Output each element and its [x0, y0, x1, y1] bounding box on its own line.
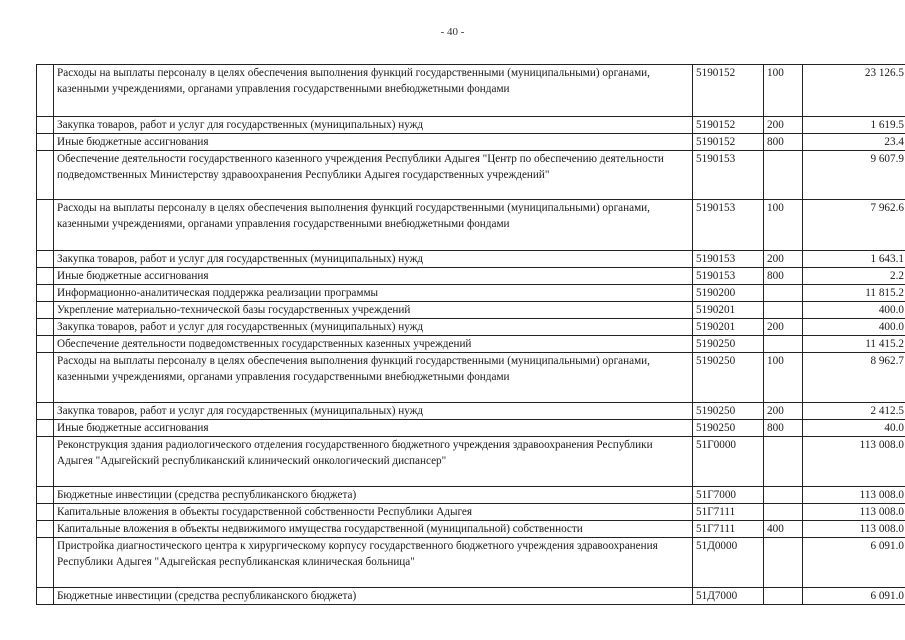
article-name-cell: Закупка товаров, работ и услуг для государственных (муниципальных) нужд — [54, 251, 693, 268]
blank-cell — [37, 504, 54, 521]
expense-type-cell: 100 — [764, 353, 803, 403]
amount-cell: 2 412.5 — [803, 403, 905, 420]
blank-cell — [37, 521, 54, 538]
table-row — [37, 487, 905, 504]
target-code-cell: 5190152 — [693, 117, 764, 134]
target-code-cell: 5190250 — [693, 420, 764, 437]
amount-cell: 23.4 — [803, 134, 905, 151]
table-row — [37, 504, 905, 521]
budget-table — [36, 64, 905, 605]
table-row — [37, 353, 905, 403]
expense-type-cell — [764, 487, 803, 504]
table-row — [37, 251, 905, 268]
target-code-cell: 5190200 — [693, 285, 764, 302]
target-code-cell: 5190250 — [693, 336, 764, 353]
amount-cell: 40.0 — [803, 420, 905, 437]
target-code-cell: 5190153 — [693, 251, 764, 268]
expense-type-cell: 800 — [764, 420, 803, 437]
table-row — [37, 268, 905, 285]
blank-cell — [37, 420, 54, 437]
article-name-cell: Обеспечение деятельности государственного казенного учреждения Республики Адыгея "Центр по обеспечению деятельности подведомственных Министерству здравоохранения Республики Адыгея государственных учреждений" — [54, 151, 693, 200]
blank-cell — [37, 487, 54, 504]
amount-cell: 1 643.1 — [803, 251, 905, 268]
expense-type-cell: 200 — [764, 403, 803, 420]
blank-cell — [37, 251, 54, 268]
table-row — [37, 285, 905, 302]
article-name-cell: Информационно-аналитическая поддержка реализации программы — [54, 285, 693, 302]
expense-type-cell — [764, 588, 803, 605]
table-row — [37, 521, 905, 538]
target-code-cell: 51Г0000 — [693, 437, 764, 487]
amount-cell: 113 008.0 — [803, 504, 905, 521]
expense-type-cell: 400 — [764, 521, 803, 538]
target-code-cell: 51Г7111 — [693, 504, 764, 521]
target-code-cell: 5190201 — [693, 319, 764, 336]
target-code-cell: 5190153 — [693, 151, 764, 200]
expense-type-cell: 200 — [764, 251, 803, 268]
expense-type-cell — [764, 538, 803, 588]
blank-cell — [37, 268, 54, 285]
blank-cell — [37, 336, 54, 353]
amount-cell: 7 962.6 — [803, 200, 905, 251]
target-code-cell: 51Д7000 — [693, 588, 764, 605]
target-code-cell: 51Г7111 — [693, 521, 764, 538]
blank-cell — [37, 151, 54, 200]
article-name-cell: Укрепление материально-технической базы государственных учреждений — [54, 302, 693, 319]
amount-cell: 6 091.0 — [803, 538, 905, 588]
table-row — [37, 151, 905, 200]
target-code-cell: 5190153 — [693, 268, 764, 285]
article-name-cell: Иные бюджетные ассигнования — [54, 268, 693, 285]
expense-type-cell: 800 — [764, 268, 803, 285]
expense-type-cell — [764, 336, 803, 353]
article-name-cell: Бюджетные инвестиции (средства республиканского бюджета) — [54, 588, 693, 605]
article-name-cell: Пристройка диагностического центра к хирургическому корпусу государственного бюджетного учреждения здравоохранения Республики Адыгея "Адыгейская республиканская клиническая больница" — [54, 538, 693, 588]
blank-cell — [37, 117, 54, 134]
expense-type-cell: 100 — [764, 200, 803, 251]
blank-cell — [37, 588, 54, 605]
blank-cell — [37, 134, 54, 151]
amount-cell: 113 008.0 — [803, 521, 905, 538]
blank-cell — [37, 200, 54, 251]
article-name-cell: Иные бюджетные ассигнования — [54, 420, 693, 437]
target-code-cell: 5190250 — [693, 403, 764, 420]
amount-cell: 11 415.2 — [803, 336, 905, 353]
blank-cell — [37, 319, 54, 336]
amount-cell: 400.0 — [803, 302, 905, 319]
table-row — [37, 134, 905, 151]
target-code-cell: 5190250 — [693, 353, 764, 403]
expense-type-cell: 200 — [764, 319, 803, 336]
expense-type-cell: 800 — [764, 134, 803, 151]
target-code-cell: 5190201 — [693, 302, 764, 319]
table-row — [37, 588, 905, 605]
article-name-cell: Закупка товаров, работ и услуг для государственных (муниципальных) нужд — [54, 117, 693, 134]
blank-cell — [37, 538, 54, 588]
blank-cell — [37, 437, 54, 487]
page-number: - 40 - — [440, 26, 465, 38]
target-code-cell: 51Д0000 — [693, 538, 764, 588]
table-row — [37, 65, 905, 117]
expense-type-cell — [764, 504, 803, 521]
article-name-cell: Реконструкция здания радиологического отделения государственного бюджетного учреждения здравоохранения Республики Адыгея "Адыгейский республиканский клинический онкологический диспансер" — [54, 437, 693, 487]
table-row — [37, 403, 905, 420]
article-name-cell: Закупка товаров, работ и услуг для государственных (муниципальных) нужд — [54, 403, 693, 420]
expense-type-cell: 200 — [764, 117, 803, 134]
expense-type-cell — [764, 302, 803, 319]
table-row — [37, 336, 905, 353]
article-name-cell: Бюджетные инвестиции (средства республиканского бюджета) — [54, 487, 693, 504]
amount-cell: 113 008.0 — [803, 437, 905, 487]
amount-cell: 113 008.0 — [803, 487, 905, 504]
article-name-cell: Иные бюджетные ассигнования — [54, 134, 693, 151]
target-code-cell: 5190152 — [693, 65, 764, 117]
table-row — [37, 319, 905, 336]
article-name-cell: Расходы на выплаты персоналу в целях обеспечения выполнения функций государственными (муниципальными) органами, казенными учреждениями, органами управления государственными внебюджетными фондами — [54, 200, 693, 251]
article-name-cell: Закупка товаров, работ и услуг для государственных (муниципальных) нужд — [54, 319, 693, 336]
article-name-cell: Расходы на выплаты персоналу в целях обеспечения выполнения функций государственными (муниципальными) органами, казенными учреждениями, органами управления государственными внебюджетными фондами — [54, 353, 693, 403]
table-row — [37, 117, 905, 134]
expense-type-cell — [764, 437, 803, 487]
amount-cell: 9 607.9 — [803, 151, 905, 200]
expense-type-cell: 100 — [764, 65, 803, 117]
target-code-cell: 5190153 — [693, 200, 764, 251]
amount-cell: 400.0 — [803, 319, 905, 336]
amount-cell: 2.2 — [803, 268, 905, 285]
blank-cell — [37, 285, 54, 302]
target-code-cell: 5190152 — [693, 134, 764, 151]
article-name-cell: Капитальные вложения в объекты недвижимого имущества государственной (муниципальной) собственности — [54, 521, 693, 538]
amount-cell: 6 091.0 — [803, 588, 905, 605]
article-name-cell: Обеспечение деятельности подведомственных государственных казенных учреждений — [54, 336, 693, 353]
blank-cell — [37, 302, 54, 319]
budget-table-body — [37, 65, 905, 605]
expense-type-cell — [764, 285, 803, 302]
table-row — [37, 200, 905, 251]
table-row — [37, 420, 905, 437]
amount-cell: 8 962.7 — [803, 353, 905, 403]
blank-cell — [37, 403, 54, 420]
expense-type-cell — [764, 151, 803, 200]
table-row — [37, 302, 905, 319]
article-name-cell: Расходы на выплаты персоналу в целях обеспечения выполнения функций государственными (муниципальными) органами, казенными учреждениями, органами управления государственными внебюджетными фондами — [54, 65, 693, 117]
table-row — [37, 437, 905, 487]
amount-cell: 11 815.2 — [803, 285, 905, 302]
blank-cell — [37, 353, 54, 403]
amount-cell: 1 619.5 — [803, 117, 905, 134]
blank-cell — [37, 65, 54, 117]
table-row — [37, 538, 905, 588]
article-name-cell: Капитальные вложения в объекты государственной собственности Республики Адыгея — [54, 504, 693, 521]
target-code-cell: 51Г7000 — [693, 487, 764, 504]
amount-cell: 23 126.5 — [803, 65, 905, 117]
